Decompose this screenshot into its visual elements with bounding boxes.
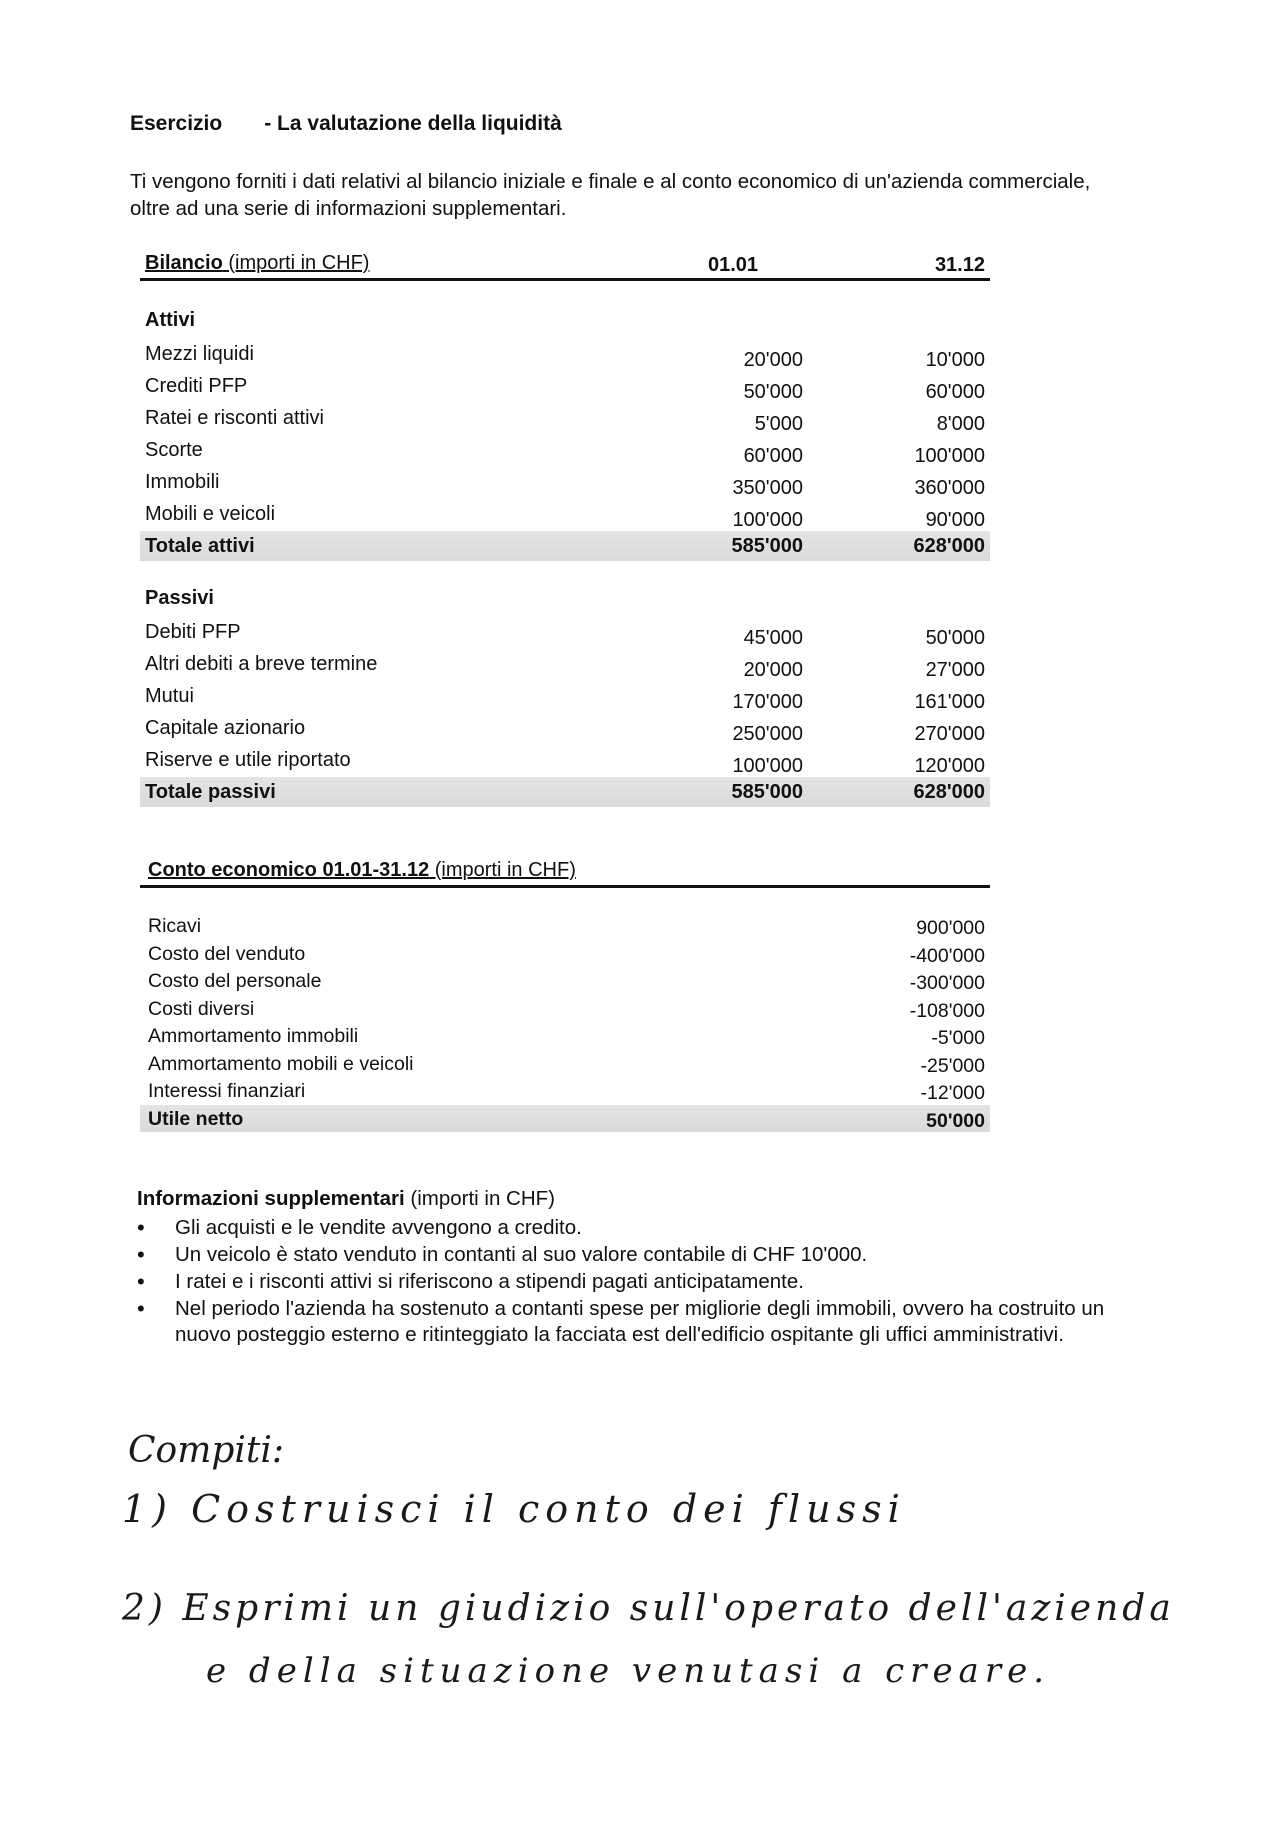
income-value: -25'000 (920, 1054, 985, 1077)
passivi-value-end: 27'000 (925, 659, 985, 681)
attivi-label: Mezzi liquidi (145, 343, 254, 365)
supplementary-info-unit: (importi in CHF) (404, 1187, 556, 1210)
income-value: -400'000 (909, 944, 985, 967)
attivi-value-end: 8'000 (936, 413, 985, 435)
attivi-label: Crediti PFP (145, 375, 248, 397)
passivi-value-start: 100'000 (732, 755, 803, 777)
income-label: Ammortamento mobili e veicoli (148, 1052, 414, 1075)
passivi-value-start: 250'000 (732, 723, 803, 745)
list-item: • Gli acquisti e le vendite avvengono a credito. (175, 1215, 1117, 1241)
list-item: • Un veicolo è stato venduto in contanti al suo valore contabile di CHF 10'000. (175, 1242, 1117, 1268)
passivi-label: Capitale azionario (145, 717, 306, 739)
total-passivi-end: 628'000 (913, 781, 985, 803)
intro-paragraph: Ti vengono forniti i dati relativi al bilancio iniziale e finale e al conto economico di un'azienda commerciale, oltre ad una serie di informazioni supplementari. (130, 170, 1091, 220)
attivi-value-end: 90'000 (925, 509, 985, 531)
income-label: Costo del personale (148, 970, 322, 992)
passivi-value-start: 20'000 (743, 659, 803, 681)
list-item: • I ratei e i risconti attivi si riferiscono a stipendi pagati anticipatamente. (175, 1269, 1117, 1295)
income-label: Ricavi (148, 915, 202, 937)
income-value: -12'000 (920, 1082, 985, 1104)
supplementary-info-title: Informazioni supplementari (137, 1187, 405, 1210)
column-header-end: 31.12 (934, 254, 985, 276)
income-label: Costo del venduto (148, 942, 306, 965)
passivi-label: Altri debiti a breve termine (145, 653, 378, 675)
total-passivi-label: Totale passivi (145, 781, 276, 803)
income-label: Ammortamento immobili (148, 1025, 359, 1047)
total-attivi-label: Totale attivi (145, 535, 255, 557)
balance-sheet-title-unit: (importi in CHF) (222, 252, 370, 274)
balance-sheet-title-bold: Bilancio (145, 252, 223, 274)
attivi-value-start: 100'000 (732, 509, 803, 531)
passivi-value-end: 270'000 (914, 723, 985, 745)
section-title-passivi: Passivi (145, 587, 214, 609)
income-statement-title-unit: (importi in CHF) (429, 859, 576, 881)
column-header-start: 01.01 (708, 254, 759, 276)
net-profit-value: 50'000 (926, 1109, 985, 1132)
net-profit-label: Utile netto (148, 1107, 244, 1130)
passivi-label: Riserve e utile riportato (145, 749, 351, 771)
total-attivi-start: 585'000 (731, 535, 803, 557)
attivi-value-end: 60'000 (925, 381, 985, 403)
title-topic: - La valutazione della liquidità (264, 112, 562, 135)
attivi-value-end: 10'000 (925, 349, 985, 371)
income-value: 900'000 (916, 917, 985, 939)
income-statement-title-bold: Conto economico 01.01-31.12 (148, 859, 430, 881)
income-value: -300'000 (909, 972, 985, 994)
handwritten-task-2-line-1: 2) Esprimi un giudizio sull'operato dell'azienda (122, 1588, 1175, 1629)
passivi-value-end: 50'000 (925, 627, 985, 649)
passivi-value-end: 161'000 (914, 691, 985, 713)
attivi-value-start: 50'000 (743, 381, 803, 403)
passivi-value-end: 120'000 (914, 755, 985, 777)
attivi-label: Ratei e risconti attivi (145, 407, 324, 429)
attivi-value-start: 60'000 (743, 445, 803, 467)
passivi-label: Debiti PFP (145, 621, 241, 643)
total-passivi-start: 585'000 (731, 781, 803, 803)
total-attivi-end: 628'000 (913, 535, 985, 557)
handwritten-heading: Compiti: (128, 1430, 285, 1471)
passivi-label: Mutui (145, 685, 194, 707)
attivi-value-start: 5'000 (754, 413, 803, 435)
list-item: • Nel periodo l'azienda ha sostenuto a contanti spese per migliorie degli immobili, ovvero ha costruito un nuovo posteggio esterno e ritinteggiato la facciata est dell'edificio ospitante gli uffici amministrativi. (175, 1296, 1117, 1348)
attivi-value-end: 100'000 (914, 445, 985, 467)
attivi-label: Scorte (145, 439, 203, 461)
handwritten-task-1: 1) Costruisci il conto dei flussi (122, 1487, 906, 1531)
attivi-value-end: 360'000 (914, 477, 985, 499)
income-label: Interessi finanziari (148, 1080, 306, 1102)
income-value: -5'000 (931, 1027, 985, 1049)
passivi-value-start: 170'000 (732, 691, 803, 713)
attivi-label: Mobili e veicoli (145, 503, 276, 525)
income-label: Costi diversi (148, 997, 255, 1020)
passivi-value-start: 45'000 (743, 627, 803, 649)
income-value: -108'000 (909, 999, 985, 1022)
handwritten-task-2-line-2: e della situazione venutasi a creare. (206, 1651, 1051, 1691)
attivi-label: Immobili (145, 471, 220, 493)
attivi-value-start: 350'000 (732, 477, 803, 499)
attivi-value-start: 20'000 (743, 349, 803, 371)
title-exercise-word: Esercizio (130, 112, 223, 135)
section-title-attivi: Attivi (145, 309, 195, 331)
